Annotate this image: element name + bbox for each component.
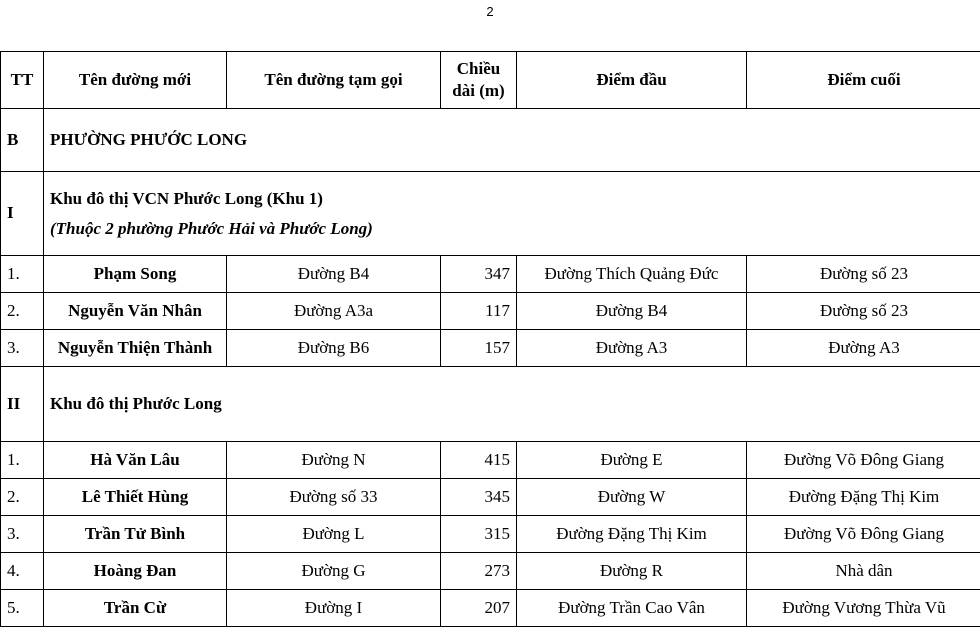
section-row-b [1, 109, 980, 172]
section-code: B [1, 109, 44, 172]
header-length-line2: dài (m) [452, 81, 505, 100]
table-row [1, 516, 980, 553]
cell-length: 273 [441, 553, 517, 590]
table-row [1, 590, 980, 627]
cell-start: Đường W [517, 479, 747, 516]
section-row-2 [1, 367, 980, 442]
cell-temp-name: Đường số 33 [227, 479, 441, 516]
section-title: Khu đô thị Phước Long [44, 367, 980, 442]
cell-end: Đường Vương Thừa Vũ [747, 590, 980, 627]
cell-end: Nhà dân [747, 553, 980, 590]
header-end: Điểm cuối [747, 52, 980, 109]
cell-tt: 2. [1, 293, 44, 330]
cell-start: Đường E [517, 442, 747, 479]
cell-start: Đường B4 [517, 293, 747, 330]
cell-length: 157 [441, 330, 517, 367]
cell-start: Đường Trần Cao Vân [517, 590, 747, 627]
cell-temp-name: Đường B6 [227, 330, 441, 367]
cell-new-name: Phạm Song [44, 256, 227, 293]
cell-tt: 1. [1, 256, 44, 293]
cell-temp-name: Đường I [227, 590, 441, 627]
cell-length: 415 [441, 442, 517, 479]
cell-tt: 3. [1, 516, 44, 553]
cell-new-name: Nguyễn Văn Nhân [44, 293, 227, 330]
cell-length: 345 [441, 479, 517, 516]
cell-tt: 2. [1, 479, 44, 516]
section-title [44, 172, 980, 256]
cell-new-name: Trần Cừ [44, 590, 227, 627]
cell-temp-name: Đường L [227, 516, 441, 553]
cell-end: Đường Võ Đông Giang [747, 516, 980, 553]
cell-tt: 3. [1, 330, 44, 367]
table-row [1, 330, 980, 367]
cell-tt: 1. [1, 442, 44, 479]
cell-new-name: Hà Văn Lâu [44, 442, 227, 479]
table-row [1, 553, 980, 590]
cell-end: Đường Võ Đông Giang [747, 442, 980, 479]
cell-length: 207 [441, 590, 517, 627]
cell-end: Đường số 23 [747, 293, 980, 330]
header-length-line1: Chiều [456, 58, 501, 78]
section-title: PHƯỜNG PHƯỚC LONG [44, 109, 980, 172]
cell-start: Đường A3 [517, 330, 747, 367]
table-row [1, 293, 980, 330]
cell-end: Đường số 23 [747, 256, 980, 293]
cell-tt: 4. [1, 553, 44, 590]
header-start: Điểm đầu [517, 52, 747, 109]
cell-end: Đường Đặng Thị Kim [747, 479, 980, 516]
cell-new-name: Hoàng Đan [44, 553, 227, 590]
cell-temp-name: Đường A3a [227, 293, 441, 330]
cell-length: 347 [441, 256, 517, 293]
page-number: 2 [486, 4, 494, 19]
cell-temp-name: Đường G [227, 553, 441, 590]
cell-start: Đường Thích Quảng Đức [517, 256, 747, 293]
cell-tt: 5. [1, 590, 44, 627]
table-row [1, 479, 980, 516]
header-tt: TT [1, 52, 44, 109]
street-naming-table [0, 51, 980, 627]
header-new-name: Tên đường mới [44, 52, 227, 109]
table-row [1, 256, 980, 293]
cell-new-name: Lê Thiết Hùng [44, 479, 227, 516]
table-row [1, 442, 980, 479]
cell-temp-name: Đường N [227, 442, 441, 479]
cell-new-name: Nguyễn Thiện Thành [44, 330, 227, 367]
cell-length: 117 [441, 293, 517, 330]
section-code: II [1, 367, 44, 442]
cell-start: Đường Đặng Thị Kim [517, 516, 747, 553]
cell-new-name: Trần Tử Bình [44, 516, 227, 553]
cell-end: Đường A3 [747, 330, 980, 367]
cell-length: 315 [441, 516, 517, 553]
section-code: I [1, 172, 44, 256]
cell-start: Đường R [517, 553, 747, 590]
header-row [1, 52, 980, 109]
header-length [441, 52, 517, 109]
section-title-text: Khu đô thị VCN Phước Long (Khu 1) [50, 188, 323, 208]
cell-temp-name: Đường B4 [227, 256, 441, 293]
header-temp-name: Tên đường tạm gọi [227, 52, 441, 109]
section-row-1 [1, 172, 980, 256]
section-subtitle: (Thuộc 2 phường Phước Hải và Phước Long) [50, 218, 373, 238]
